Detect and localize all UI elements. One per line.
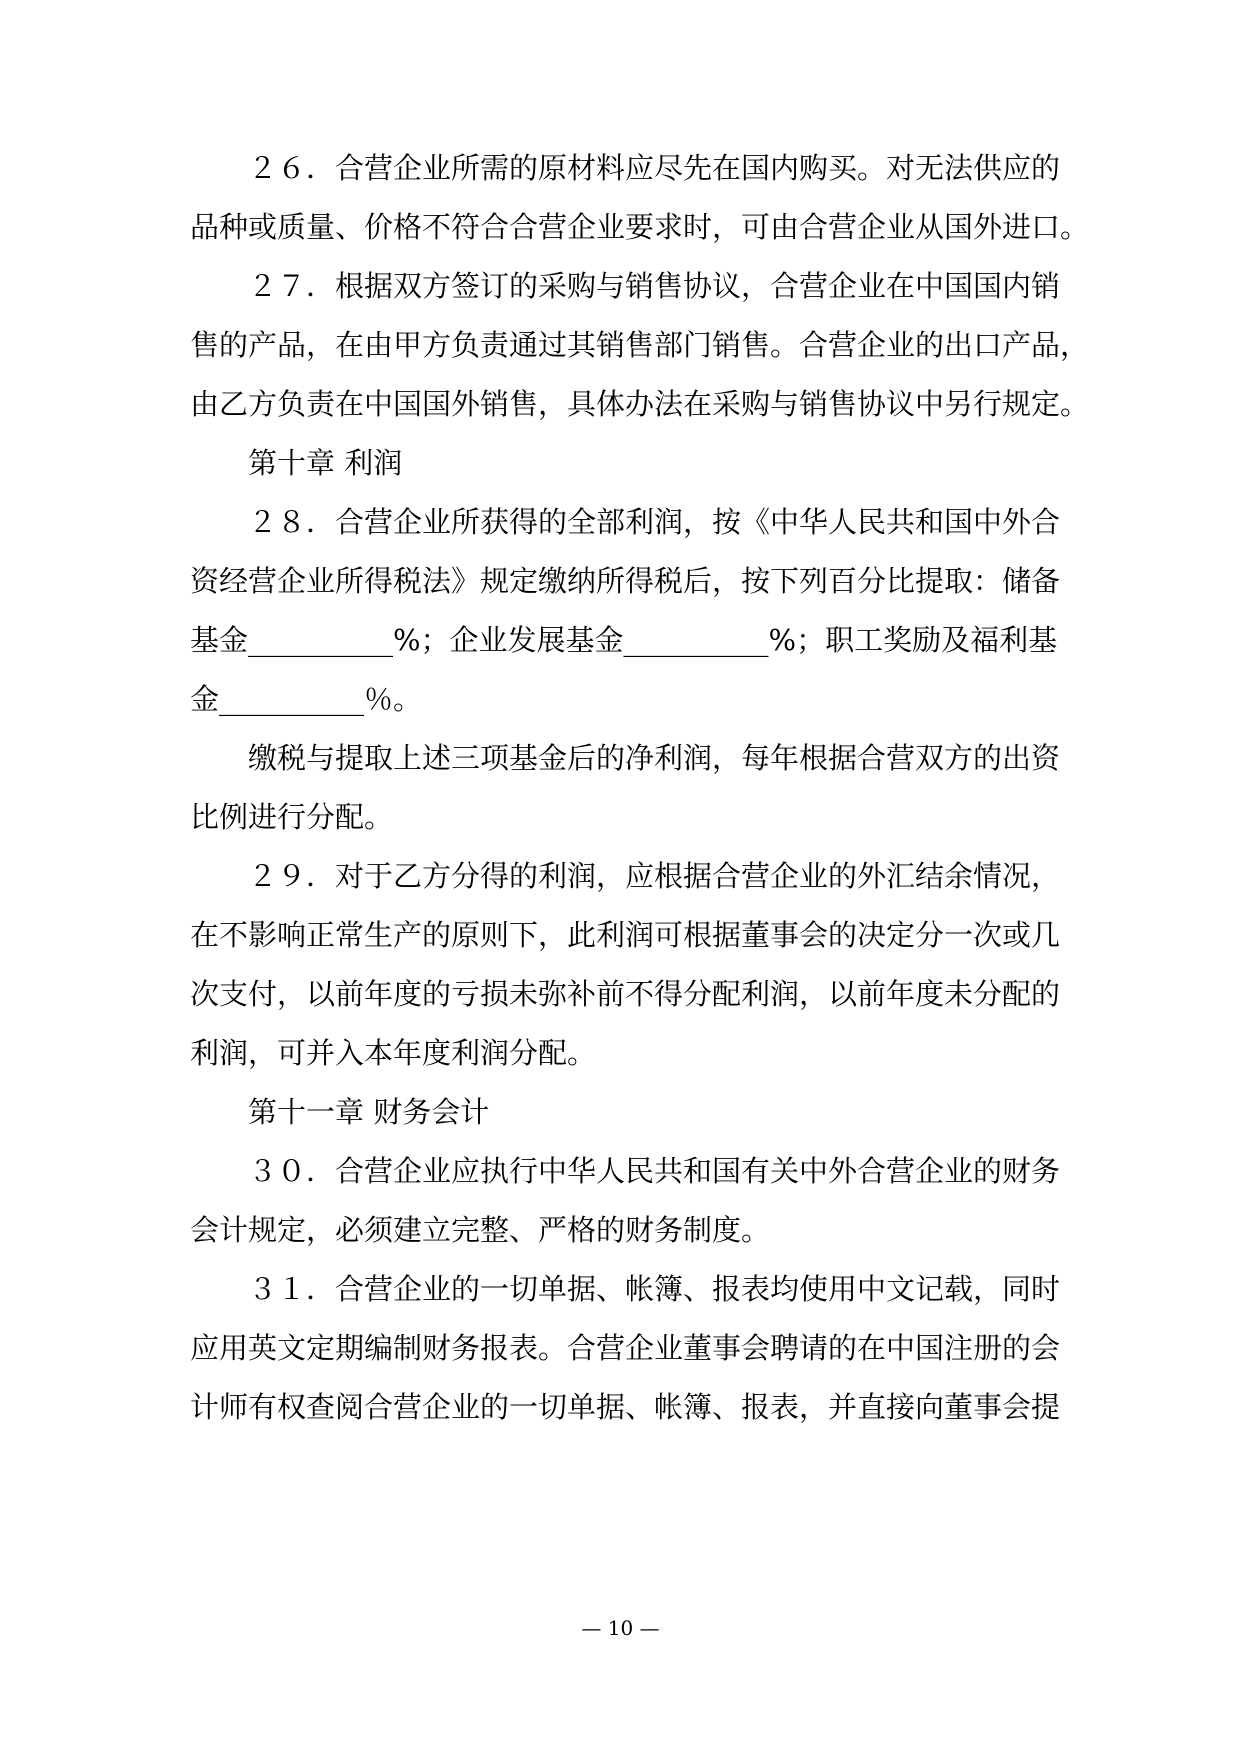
paragraph-30-line-2: 会计规定，必须建立完整、严格的财务制度。 — [190, 1213, 771, 1247]
paragraph-27-line-3: 由乙方负责在中国国外销售，具体办法在采购与销售协议中另行规定。 — [190, 387, 1090, 421]
paragraph-29-line-1: ２９．对于乙方分得的利润，应根据合营企业的外汇结余情况， — [248, 859, 1061, 893]
paragraph-27-line-1: ２７．根据双方签订的采购与销售协议，合营企业在中国国内销 — [248, 269, 1061, 303]
paragraph-27-line-2: 售的产品，在由甲方负责通过其销售部门销售。合营企业的出口产品， — [190, 328, 1090, 362]
paragraph-29-line-2: 在不影响正常生产的原则下，此利润可根据董事会的决定分一次或几 — [190, 918, 1061, 952]
paragraph-net-profit-line-1: 缴税与提取上述三项基金后的净利润，每年根据合营双方的出资 — [248, 741, 1061, 775]
paragraph-26-line-1: ２６．合营企业所需的原材料应尽先在国内购买。对无法供应的 — [248, 151, 1061, 185]
paragraph-26-line-2: 品种或质量、价格不符合合营企业要求时，可由合营企业从国外进口。 — [190, 210, 1090, 244]
chapter-10-heading: 第十章 利润 — [248, 446, 403, 480]
paragraph-31-line-3: 计师有权查阅合营企业的一切单据、帐簿、报表，并直接向董事会提 — [190, 1390, 1061, 1424]
page-number: — 10 — — [581, 1616, 660, 1640]
paragraph-28-line-3: 基金__________%；企业发展基金__________%；职工奖励及福利基 — [190, 623, 1058, 657]
paragraph-31-line-1: ３１．合营企业的一切单据、帐簿、报表均使用中文记载，同时 — [248, 1272, 1061, 1306]
paragraph-29-line-4: 利润，可并入本年度利润分配。 — [190, 1036, 597, 1070]
paragraph-30-line-1: ３０．合营企业应执行中华人民共和国有关中外合营企业的财务 — [248, 1154, 1061, 1188]
paragraph-28-line-4: 金__________％。 — [190, 682, 423, 716]
chapter-11-heading: 第十一章 财务会计 — [248, 1095, 490, 1129]
paragraph-28-line-1: ２８．合营企业所获得的全部利润，按《中华人民共和国中外合 — [248, 505, 1061, 539]
paragraph-31-line-2: 应用英文定期编制财务报表。合营企业董事会聘请的在中国注册的会 — [190, 1331, 1061, 1365]
paragraph-29-line-3: 次支付，以前年度的亏损未弥补前不得分配利润，以前年度未分配的 — [190, 977, 1061, 1011]
paragraph-net-profit-line-2: 比例进行分配。 — [190, 800, 394, 834]
paragraph-28-line-2: 资经营企业所得税法》规定缴纳所得税后，按下列百分比提取：储备 — [190, 564, 1061, 598]
